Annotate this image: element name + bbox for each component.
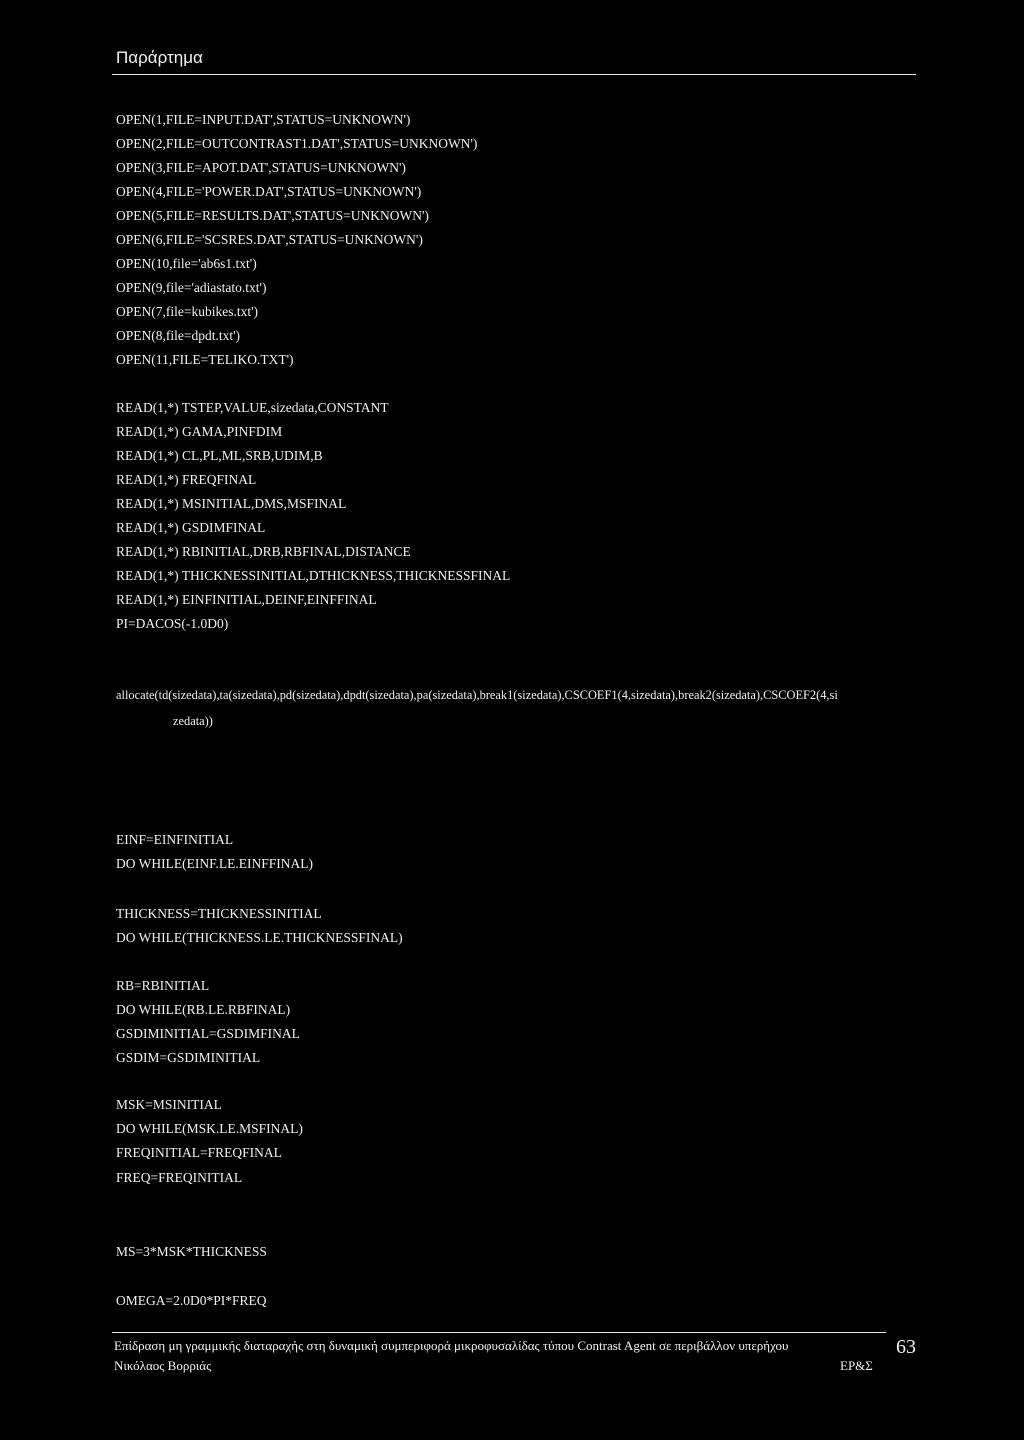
code-line: THICKNESS=THICKNESSINITIAL: [116, 906, 322, 921]
code-line: MSK=MSINITIAL: [116, 1097, 222, 1112]
code-line: READ(1,*) THICKNESSINITIAL,DTHICKNESS,THICKNESSFINAL: [116, 568, 511, 583]
code-line: OPEN(5,FILE=RESULTS.DAT',STATUS=UNKNOWN'): [116, 208, 429, 223]
code-line: OPEN(9,file='adiastato.txt'): [116, 280, 267, 295]
code-line: GSDIMINITIAL=GSDIMFINAL: [116, 1026, 300, 1041]
code-line: RB=RBINITIAL: [116, 978, 210, 993]
footer-author: Νικόλαος Βορριάς: [114, 1358, 212, 1373]
code-line: OPEN(4,FILE='POWER.DAT',STATUS=UNKNOWN'): [116, 184, 422, 199]
code-line: READ(1,*) GSDIMFINAL: [116, 520, 266, 535]
page-number: 63: [896, 1336, 916, 1358]
code-line: OPEN(10,file='ab6s1.txt'): [116, 256, 257, 271]
code-line: READ(1,*) RBINITIAL,DRB,RBFINAL,DISTANCE: [116, 544, 411, 559]
code-line: GSDIM=GSDIMINITIAL: [116, 1050, 261, 1065]
code-line: EINF=EINFINITIAL: [116, 832, 234, 847]
code-line-allocate-continuation: zedata)): [173, 714, 213, 728]
code-line: READ(1,*) CL,PL,ML,SRB,UDIM,B: [116, 448, 323, 463]
code-line: OMEGA=2.0D0*PI*FREQ: [116, 1293, 267, 1308]
code-line: DO WHILE(EINF.LE.EINFFINAL): [116, 856, 314, 871]
code-line: DO WHILE(MSK.LE.MSFINAL): [116, 1121, 303, 1136]
header-divider: [112, 74, 916, 75]
code-line: OPEN(11,FILE=TELIKO.TXT'): [116, 352, 294, 367]
code-line-allocate: allocate(td(sizedata),ta(sizedata),pd(sizedata),dpdt(sizedata),pa(sizedata),break1(sizedata),CSCOEF1(4,sizedata),break2(sizedata),CSCOEF2(4,si: [116, 688, 838, 702]
code-line: READ(1,*) GAMA,PINFDIM: [116, 424, 283, 439]
footer-department: ΕΡ&Σ: [840, 1358, 873, 1373]
page-header-title: Παράρτημα: [116, 48, 203, 67]
code-line: OPEN(8,file=dpdt.txt'): [116, 328, 241, 343]
code-line: READ(1,*) MSINITIAL,DMS,MSFINAL: [116, 496, 347, 511]
code-line: DO WHILE(RB.LE.RBFINAL): [116, 1002, 291, 1017]
code-line: FREQINITIAL=FREQFINAL: [116, 1145, 282, 1160]
code-line: MS=3*MSK*THICKNESS: [116, 1244, 267, 1259]
code-line: OPEN(3,FILE=APOT.DAT',STATUS=UNKNOWN'): [116, 160, 406, 175]
code-line: FREQ=FREQINITIAL: [116, 1170, 243, 1185]
footer-thesis-title: Επίδραση μη γραμμικής διαταραχής στη δυναμική συμπεριφορά μικροφυσαλίδας τύπου Contrast Agent σε περιβάλλον υπερήχου: [114, 1338, 789, 1353]
code-line: OPEN(6,FILE='SCSRES.DAT',STATUS=UNKNOWN'): [116, 232, 423, 247]
code-line: READ(1,*) TSTEP,VALUE,sizedata,CONSTANT: [116, 400, 389, 415]
footer-divider: [112, 1332, 886, 1333]
code-line: OPEN(7,file=kubikes.txt'): [116, 304, 259, 319]
code-line: DO WHILE(THICKNESS.LE.THICKNESSFINAL): [116, 930, 403, 945]
code-line: READ(1,*) FREQFINAL: [116, 472, 257, 487]
code-line: OPEN(1,FILE=INPUT.DAT',STATUS=UNKNOWN'): [116, 112, 411, 127]
code-line: READ(1,*) EINFINITIAL,DEINF,EINFFINAL: [116, 592, 377, 607]
code-line: OPEN(2,FILE=OUTCONTRAST1.DAT',STATUS=UNKNOWN'): [116, 136, 478, 151]
code-line: PI=DACOS(-1.0D0): [116, 616, 229, 631]
